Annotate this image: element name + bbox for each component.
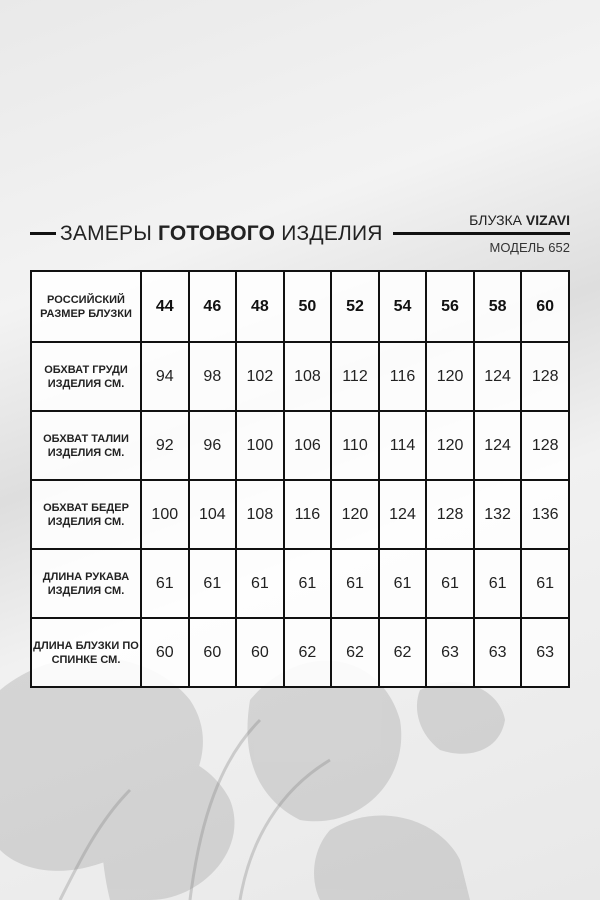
size-cell: 50: [285, 270, 333, 343]
value-cell: 112: [332, 343, 380, 412]
size-cell: 54: [380, 270, 428, 343]
value-cell: 106: [285, 412, 333, 481]
page-title: ЗАМЕРЫ ГОТОВОГО ИЗДЕЛИЯ: [60, 222, 383, 245]
value-cell: 98: [190, 343, 238, 412]
value-cell: 61: [427, 550, 475, 619]
title-rule-right: [393, 232, 570, 235]
row-label: ДЛИНА БЛУЗКИ ПО СПИНКЕ СМ.: [30, 619, 142, 688]
value-cell: 63: [475, 619, 523, 688]
value-cell: 116: [285, 481, 333, 550]
value-cell: 120: [427, 412, 475, 481]
row-label: ОБХВАТ ТАЛИИ ИЗДЕЛИЯ СМ.: [30, 412, 142, 481]
table-row: [30, 412, 570, 481]
value-cell: 60: [237, 619, 285, 688]
value-cell: 62: [380, 619, 428, 688]
size-table: [30, 270, 570, 688]
value-cell: 132: [475, 481, 523, 550]
row-label: ОБХВАТ БЕДЕР ИЗДЕЛИЯ СМ.: [30, 481, 142, 550]
value-cell: 96: [190, 412, 238, 481]
value-cell: 60: [142, 619, 190, 688]
value-cell: 60: [190, 619, 238, 688]
value-cell: 61: [285, 550, 333, 619]
row-label: ОБХВАТ ГРУДИ ИЗДЕЛИЯ СМ.: [30, 343, 142, 412]
value-cell: 61: [475, 550, 523, 619]
table-row: [30, 481, 570, 550]
value-cell: 100: [237, 412, 285, 481]
table-row: [30, 270, 570, 343]
value-cell: 120: [332, 481, 380, 550]
value-cell: 104: [190, 481, 238, 550]
value-cell: 63: [522, 619, 570, 688]
table-row: [30, 619, 570, 688]
value-cell: 128: [427, 481, 475, 550]
size-cell: 46: [190, 270, 238, 343]
table-row: [30, 343, 570, 412]
value-cell: 124: [380, 481, 428, 550]
value-cell: 110: [332, 412, 380, 481]
value-cell: 108: [237, 481, 285, 550]
model-number: МОДЕЛЬ 652: [489, 240, 570, 255]
value-cell: 120: [427, 343, 475, 412]
value-cell: 61: [522, 550, 570, 619]
size-cell: 48: [237, 270, 285, 343]
value-cell: 108: [285, 343, 333, 412]
value-cell: 63: [427, 619, 475, 688]
value-cell: 100: [142, 481, 190, 550]
value-cell: 124: [475, 343, 523, 412]
size-header-label: РОССИЙСКИЙ РАЗМЕР БЛУЗКИ: [30, 270, 142, 343]
value-cell: 128: [522, 343, 570, 412]
size-cell: 44: [142, 270, 190, 343]
value-cell: 102: [237, 343, 285, 412]
value-cell: 124: [475, 412, 523, 481]
value-cell: 61: [190, 550, 238, 619]
value-cell: 114: [380, 412, 428, 481]
title-rule-left: [30, 232, 56, 235]
row-label: ДЛИНА РУКАВА ИЗДЕЛИЯ СМ.: [30, 550, 142, 619]
size-cell: 60: [522, 270, 570, 343]
value-cell: 62: [285, 619, 333, 688]
size-cell: 52: [332, 270, 380, 343]
value-cell: 61: [380, 550, 428, 619]
size-cell: 56: [427, 270, 475, 343]
product-name: БЛУЗКА VIZAVI: [469, 212, 570, 228]
value-cell: 94: [142, 343, 190, 412]
size-cell: 58: [475, 270, 523, 343]
value-cell: 62: [332, 619, 380, 688]
value-cell: 116: [380, 343, 428, 412]
value-cell: 61: [237, 550, 285, 619]
table-row: [30, 550, 570, 619]
value-cell: 61: [142, 550, 190, 619]
value-cell: 61: [332, 550, 380, 619]
value-cell: 128: [522, 412, 570, 481]
value-cell: 92: [142, 412, 190, 481]
value-cell: 136: [522, 481, 570, 550]
